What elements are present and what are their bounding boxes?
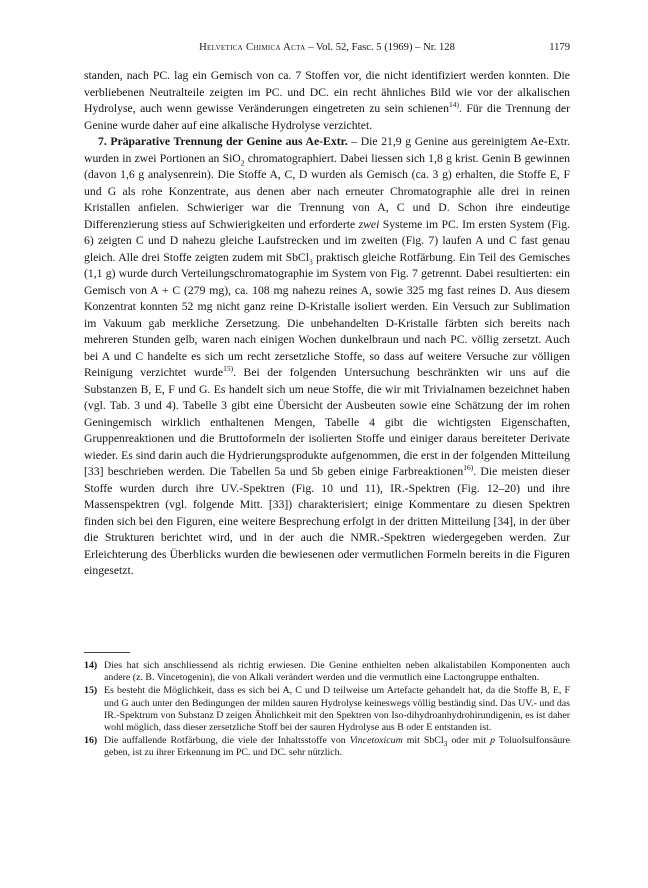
- paragraph-text: . Die meisten dieser Stoffe wurden durch ihre UV.-Spektren (Fig. 10 und 11), IR.-Spektren (Fig. 12–20) und ihre Massenspektren (vgl. folgende Mitt. [33]) charakterisiert; einige Kommentare zu diesen Spektren finden sich bei den Figuren, eine weitere Besprechung erfolgt in der dritten Mitteilung [34], in der über die Strukturen berichtet wird, und in der auch die NMR.-Spektren wiedergegeben werden. Zur Erleichterung des Überblicks wurden die bewiesenen oder vermutlichen Formeln bereits in die Figuren eingesetzt.: [84, 465, 570, 577]
- emphasis: zwei: [358, 217, 380, 231]
- footnote-text: Dies hat sich anschliessend als richtig erwiesen. Die Genine enthielten neben alkalistabilen Komponenten auch andere (z. B. Vincetogenin), die von Alkali verändert werden und die vermutlich eine Lactongruppe enthalten.: [104, 660, 570, 684]
- paragraph-text: chromatographiert. Dabei liessen sich 1,8 g krist. Genin B gewinnen (davon 1,6 g analysenrein). Die Stoffe A, C, D wurden als Gemisch (ca. 3 g) erhalten, die Stoffe E, F und G als rohe Konzentrate, aus denen aber nach erneuter Chromatographie alle drei in reinen Kristallen anfielen. Schwieriger war die Trennung von A, C und D. Schon ihre eindeutige Differenzierung stiess auf Schwierigkeiten und erforderte: [84, 151, 571, 231]
- paragraph-text: . Für die Trennung der Genine wurde daher auf eine alkalische Hydrolyse verzichtet.: [84, 102, 570, 132]
- footnotes: [84, 660, 570, 761]
- subscript: 3: [308, 256, 313, 266]
- footnote-16: [84, 735, 570, 759]
- footnote-number: 16): [84, 735, 98, 747]
- footnote-text: mit SbCl: [402, 735, 444, 747]
- footnote-ref-14: 14): [448, 100, 459, 110]
- issue-info: – Vol. 52, Fasc. 5 (1969) – Nr. 128: [305, 42, 455, 53]
- body-text: [84, 68, 570, 580]
- paragraph-text: Systeme im PC. Im ersten System (Fig. 6) zeigten C und D nahezu gleiche Laufstrecken und im zweiten (Fig. 7) laufen A und C fast genau gleich. Alle drei Stoffe zeigten zudem mit SbCl: [84, 217, 570, 264]
- section-heading: 7. Präparative Trennung der Genine aus Ae-Extr.: [98, 135, 348, 148]
- footnote-text: Die auffallende Rotfärbung, die viele der Inhaltsstoffe von: [104, 735, 350, 747]
- footnote-number: 15): [84, 685, 98, 697]
- emphasis: p: [490, 735, 495, 747]
- paragraph-text: praktisch gleiche Rotfärbung. Ein Teil des Gemisches (1,1 g) wurde durch Verteilungschromatographie im System von Fig. 7 getrennt. Dabei resultierten: ein Gemisch von A + C (279 mg), ca. 108 mg nahezu reines A, sowie 325 mg fast reines D. Aus diesem Konzentrat konnten 52 mg nicht ganz reine D-Kristalle isoliert werden. Ein Versuch zur Sublimation im Vakuum gab merkliche Zersetzung. Die unbehandelten D-Kristalle färbten sich bereits nach mehreren Stunden gelb, waren nach einigen Wochen dunkelbraun und nach PC. völlig zersetzt. Auch bei A und C handelte es sich um recht zersetzliche Stoffe, so dass auf weitere Versuche zur völligen Reinigung verzichtet wurde: [84, 250, 570, 379]
- footnote-ref-15: 15): [223, 364, 234, 374]
- emphasis: Vincetoxicum: [349, 735, 403, 747]
- paragraph-hydrolysis: [84, 68, 570, 134]
- footnote-14: [84, 660, 570, 684]
- subscript: 3: [443, 739, 448, 749]
- running-header: [84, 42, 570, 58]
- footnote-text: oder mit: [447, 735, 491, 747]
- paragraph-text: – Die 21,9 g Genine aus gereinigtem Ae-Extr. wurden in zwei Portionen an SiO: [84, 135, 570, 165]
- footnote-text: Toluolsulfonsäure geben, ist zu ihrer Erkennung im PC. und DC. sehr nützlich.: [104, 735, 570, 759]
- footnote-number: 14): [84, 660, 98, 671]
- page-number: 1179: [549, 42, 570, 53]
- paragraph-text: standen, nach PC. lag ein Gemisch von ca. 7 Stoffen vor, die nicht identifiziert werden konnten. Die verbliebenen Neutralteile zeigten im PC. und DC. ein recht ähnliches Bild wie vor der alkalischen Hydrolyse, auch wenn gewisse Veränderungen eingetreten zu sein schienen: [84, 69, 570, 115]
- subscript: 2: [240, 157, 245, 167]
- paragraph-text: . Bei der folgenden Untersuchung beschränkten wir uns auf die Substanzen B, E, F und G. Es handelt sich um neue Stoffe, die wir mit Trivialnamen bezeichnet haben (vgl. Tab. 3 und 4). Tabelle 3 gibt eine Übersicht der Ausbeuten sowie eine Schätzung der im rohen Geningemisch wirklich enthaltenen Mengen, Tabelle 4 gibt die wichtigsten Eigenschaften, Gruppenreaktionen und die Bruttoformeln der isolierten Stoffe und einiger daraus bereiteter Derivate wieder. Es sind darin auch die Hydrierungsprodukte aufgenommen, die erst in der folgenden Mitteilung [33] beschrieben werden. Die Tabellen 5a und 5b geben einige Farbreaktionen: [84, 366, 570, 478]
- footnote-divider: [84, 652, 130, 653]
- journal-name: Helvetica Chimica Acta: [199, 42, 306, 53]
- journal-citation: [84, 42, 570, 53]
- footnote-text: Es besteht die Möglichkeit, dass es sich bei A, C und D teilweise um Artefacte gehandelt hat, da die Stoffe B, E, F und G auch unter den Bedingungen der milden sauren Hydrolyse keineswegs völlig beständig sind. Das UV.- und das IR.-Spektrum von Substanz D zeigen Ähnlichkeit mit den Spektren von Iso-dihydroanhydrohirundigenin, es ist daher wohl möglich, dass dieser zersetzliche Stoff bei der sauren Hydrolyse aus B oder E entstanden ist.: [104, 685, 570, 734]
- footnote-ref-16: 16): [463, 463, 474, 473]
- paragraph-section-7: [84, 134, 570, 580]
- footnote-15: [84, 685, 570, 734]
